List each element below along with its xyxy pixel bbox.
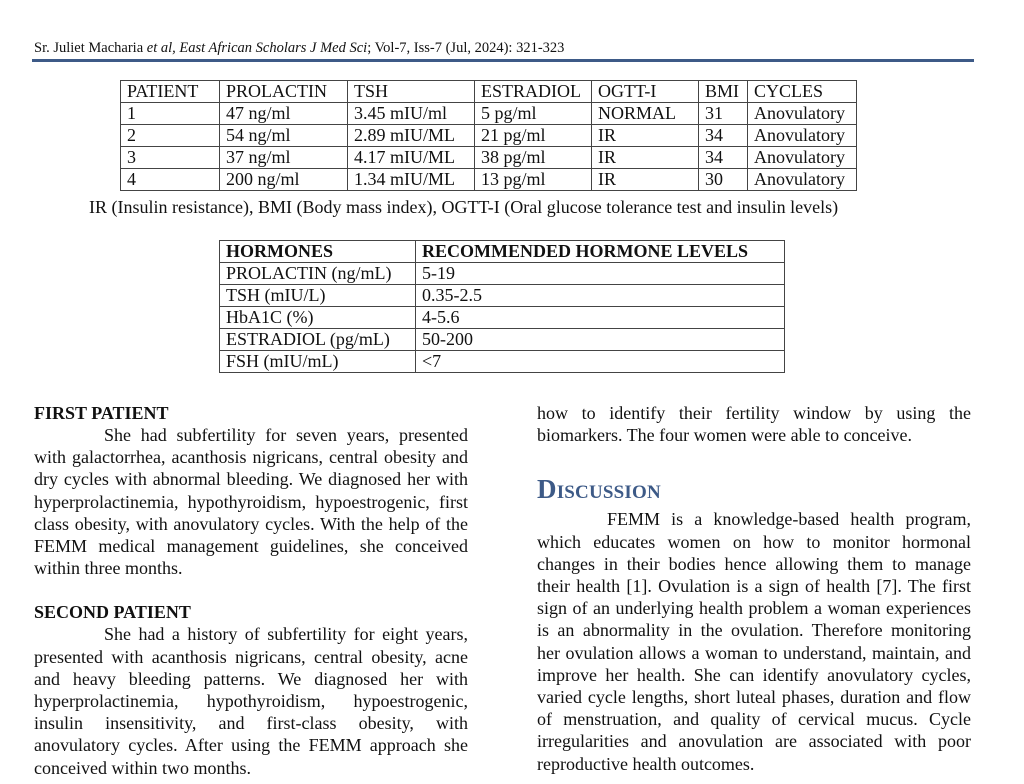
- table-cell: 4.17 mIU/ML: [348, 147, 475, 169]
- table-cell: 5-19: [416, 263, 785, 285]
- table-cell: 0.35-2.5: [416, 285, 785, 307]
- table-cell: Anovulatory: [748, 147, 857, 169]
- table-row: [121, 147, 857, 169]
- table-cell: 1: [121, 103, 220, 125]
- header-authors: Sr. Juliet Macharia: [34, 40, 147, 56]
- table-cell: FSH (mIU/mL): [220, 351, 416, 373]
- column-header: RECOMMENDED HORMONE LEVELS: [416, 241, 785, 263]
- table-cell: NORMAL: [592, 103, 699, 125]
- table-cell: 38 pg/ml: [475, 147, 592, 169]
- table-cell: 4: [121, 169, 220, 191]
- table-cell: 47 ng/ml: [220, 103, 348, 125]
- table-abbreviations-note: IR (Insulin resistance), BMI (Body mass index), OGTT-I (Oral glucose tolerance test and insulin levels): [89, 197, 839, 217]
- table-cell: <7: [416, 351, 785, 373]
- continued-paragraph: how to identify their fertility window by using the biomarkers. The four women were able to conceive.: [537, 403, 971, 446]
- hormones-table-header-row: [220, 241, 785, 263]
- table-cell: 34: [699, 125, 748, 147]
- column-header: CYCLES: [748, 81, 857, 103]
- table-row: [121, 103, 857, 125]
- table-row: [220, 351, 785, 373]
- table-cell: 54 ng/ml: [220, 125, 348, 147]
- table-cell: 21 pg/ml: [475, 125, 592, 147]
- table-row: [220, 263, 785, 285]
- table-cell: 30: [699, 169, 748, 191]
- table-cell: 1.34 mIU/ML: [348, 169, 475, 191]
- table-row: [121, 169, 857, 191]
- hormones-table: [219, 240, 785, 373]
- table-cell: Anovulatory: [748, 169, 857, 191]
- table-cell: HbA1C (%): [220, 307, 416, 329]
- column-header: PATIENT: [121, 81, 220, 103]
- table-row: [220, 329, 785, 351]
- table-cell: 34: [699, 147, 748, 169]
- table-cell: 3: [121, 147, 220, 169]
- table-cell: 37 ng/ml: [220, 147, 348, 169]
- header-journal: et al, East African Scholars J Med Sci: [146, 40, 368, 56]
- discussion-heading: Discussion: [537, 474, 661, 505]
- second-patient-paragraph: She had a history of subfertility for eight years, presented with acanthosis nigricans, central obesity, acne and heavy bleeding patterns. We diagnosed her with hyperprolactinemia, hypothyroidism, hypoestrogenic, insulin insensitivity, and first-class obesity, with anovulatory cycles. After using the FEMM approach she conceived within two months.: [34, 624, 468, 778]
- right-column: [537, 402, 971, 775]
- table-cell: 31: [699, 103, 748, 125]
- column-header: OGTT-I: [592, 81, 699, 103]
- header-citation: ; Vol-7, Iss-7 (Jul, 2024): 321-323: [367, 40, 565, 56]
- patients-table: [120, 80, 857, 191]
- column-header: PROLACTIN: [220, 81, 348, 103]
- left-column: [34, 402, 468, 779]
- table-cell: 2.89 mIU/ML: [348, 125, 475, 147]
- table-cell: IR: [592, 169, 699, 191]
- table-cell: TSH (mIU/L): [220, 285, 416, 307]
- table-cell: 13 pg/ml: [475, 169, 592, 191]
- first-patient-paragraph: She had subfertility for seven years, presented with galactorrhea, acanthosis nigricans, central obesity and dry cycles with abnormal bleeding. We diagnosed her with hyperprolactinemia, hypothyroidism, hypoestrogenic, first class obesity, with anovulatory cycles. With the help of the FEMM medical management guidelines, she conceived within three months.: [34, 425, 468, 579]
- table-cell: 4-5.6: [416, 307, 785, 329]
- column-header: BMI: [699, 81, 748, 103]
- second-patient-heading: SECOND PATIENT: [34, 602, 191, 623]
- table-cell: IR: [592, 147, 699, 169]
- table-cell: PROLACTIN (ng/mL): [220, 263, 416, 285]
- running-header: [34, 40, 564, 57]
- table-cell: 2: [121, 125, 220, 147]
- table-cell: 5 pg/ml: [475, 103, 592, 125]
- first-patient-heading: FIRST PATIENT: [34, 403, 169, 423]
- column-header: HORMONES: [220, 241, 416, 263]
- patients-table-header-row: [121, 81, 857, 103]
- table-row: [220, 285, 785, 307]
- table-cell: Anovulatory: [748, 103, 857, 125]
- table-row: [220, 307, 785, 329]
- table-cell: IR: [592, 125, 699, 147]
- table-row: [121, 125, 857, 147]
- table-cell: ESTRADIOL (pg/mL): [220, 329, 416, 351]
- discussion-paragraph: FEMM is a knowledge-based health program, which educates women on how to monitor hormonal changes in their bodies hence allowing them to manage their health [1]. Ovulation is a sign of health [7]. The first sign of an underlying health problem a woman experiences is an abnormality in the ovulation. Therefore monitoring her ovulation allows a woman to understand, maintain, and improve her health. She can identify anovulatory cycles, varied cycle lengths, short luteal phases, duration and flow of menstruation, and quality of cervical mucus. Cycle irregularities and anovulation are associated with poor reproductive health outcomes.: [537, 509, 971, 774]
- table-cell: Anovulatory: [748, 125, 857, 147]
- table-cell: 200 ng/ml: [220, 169, 348, 191]
- column-header: ESTRADIOL: [475, 81, 592, 103]
- column-header: TSH: [348, 81, 475, 103]
- header-rule: [32, 59, 974, 62]
- table-cell: 50-200: [416, 329, 785, 351]
- paragraph-spacer: [34, 579, 468, 601]
- table-cell: 3.45 mIU/ml: [348, 103, 475, 125]
